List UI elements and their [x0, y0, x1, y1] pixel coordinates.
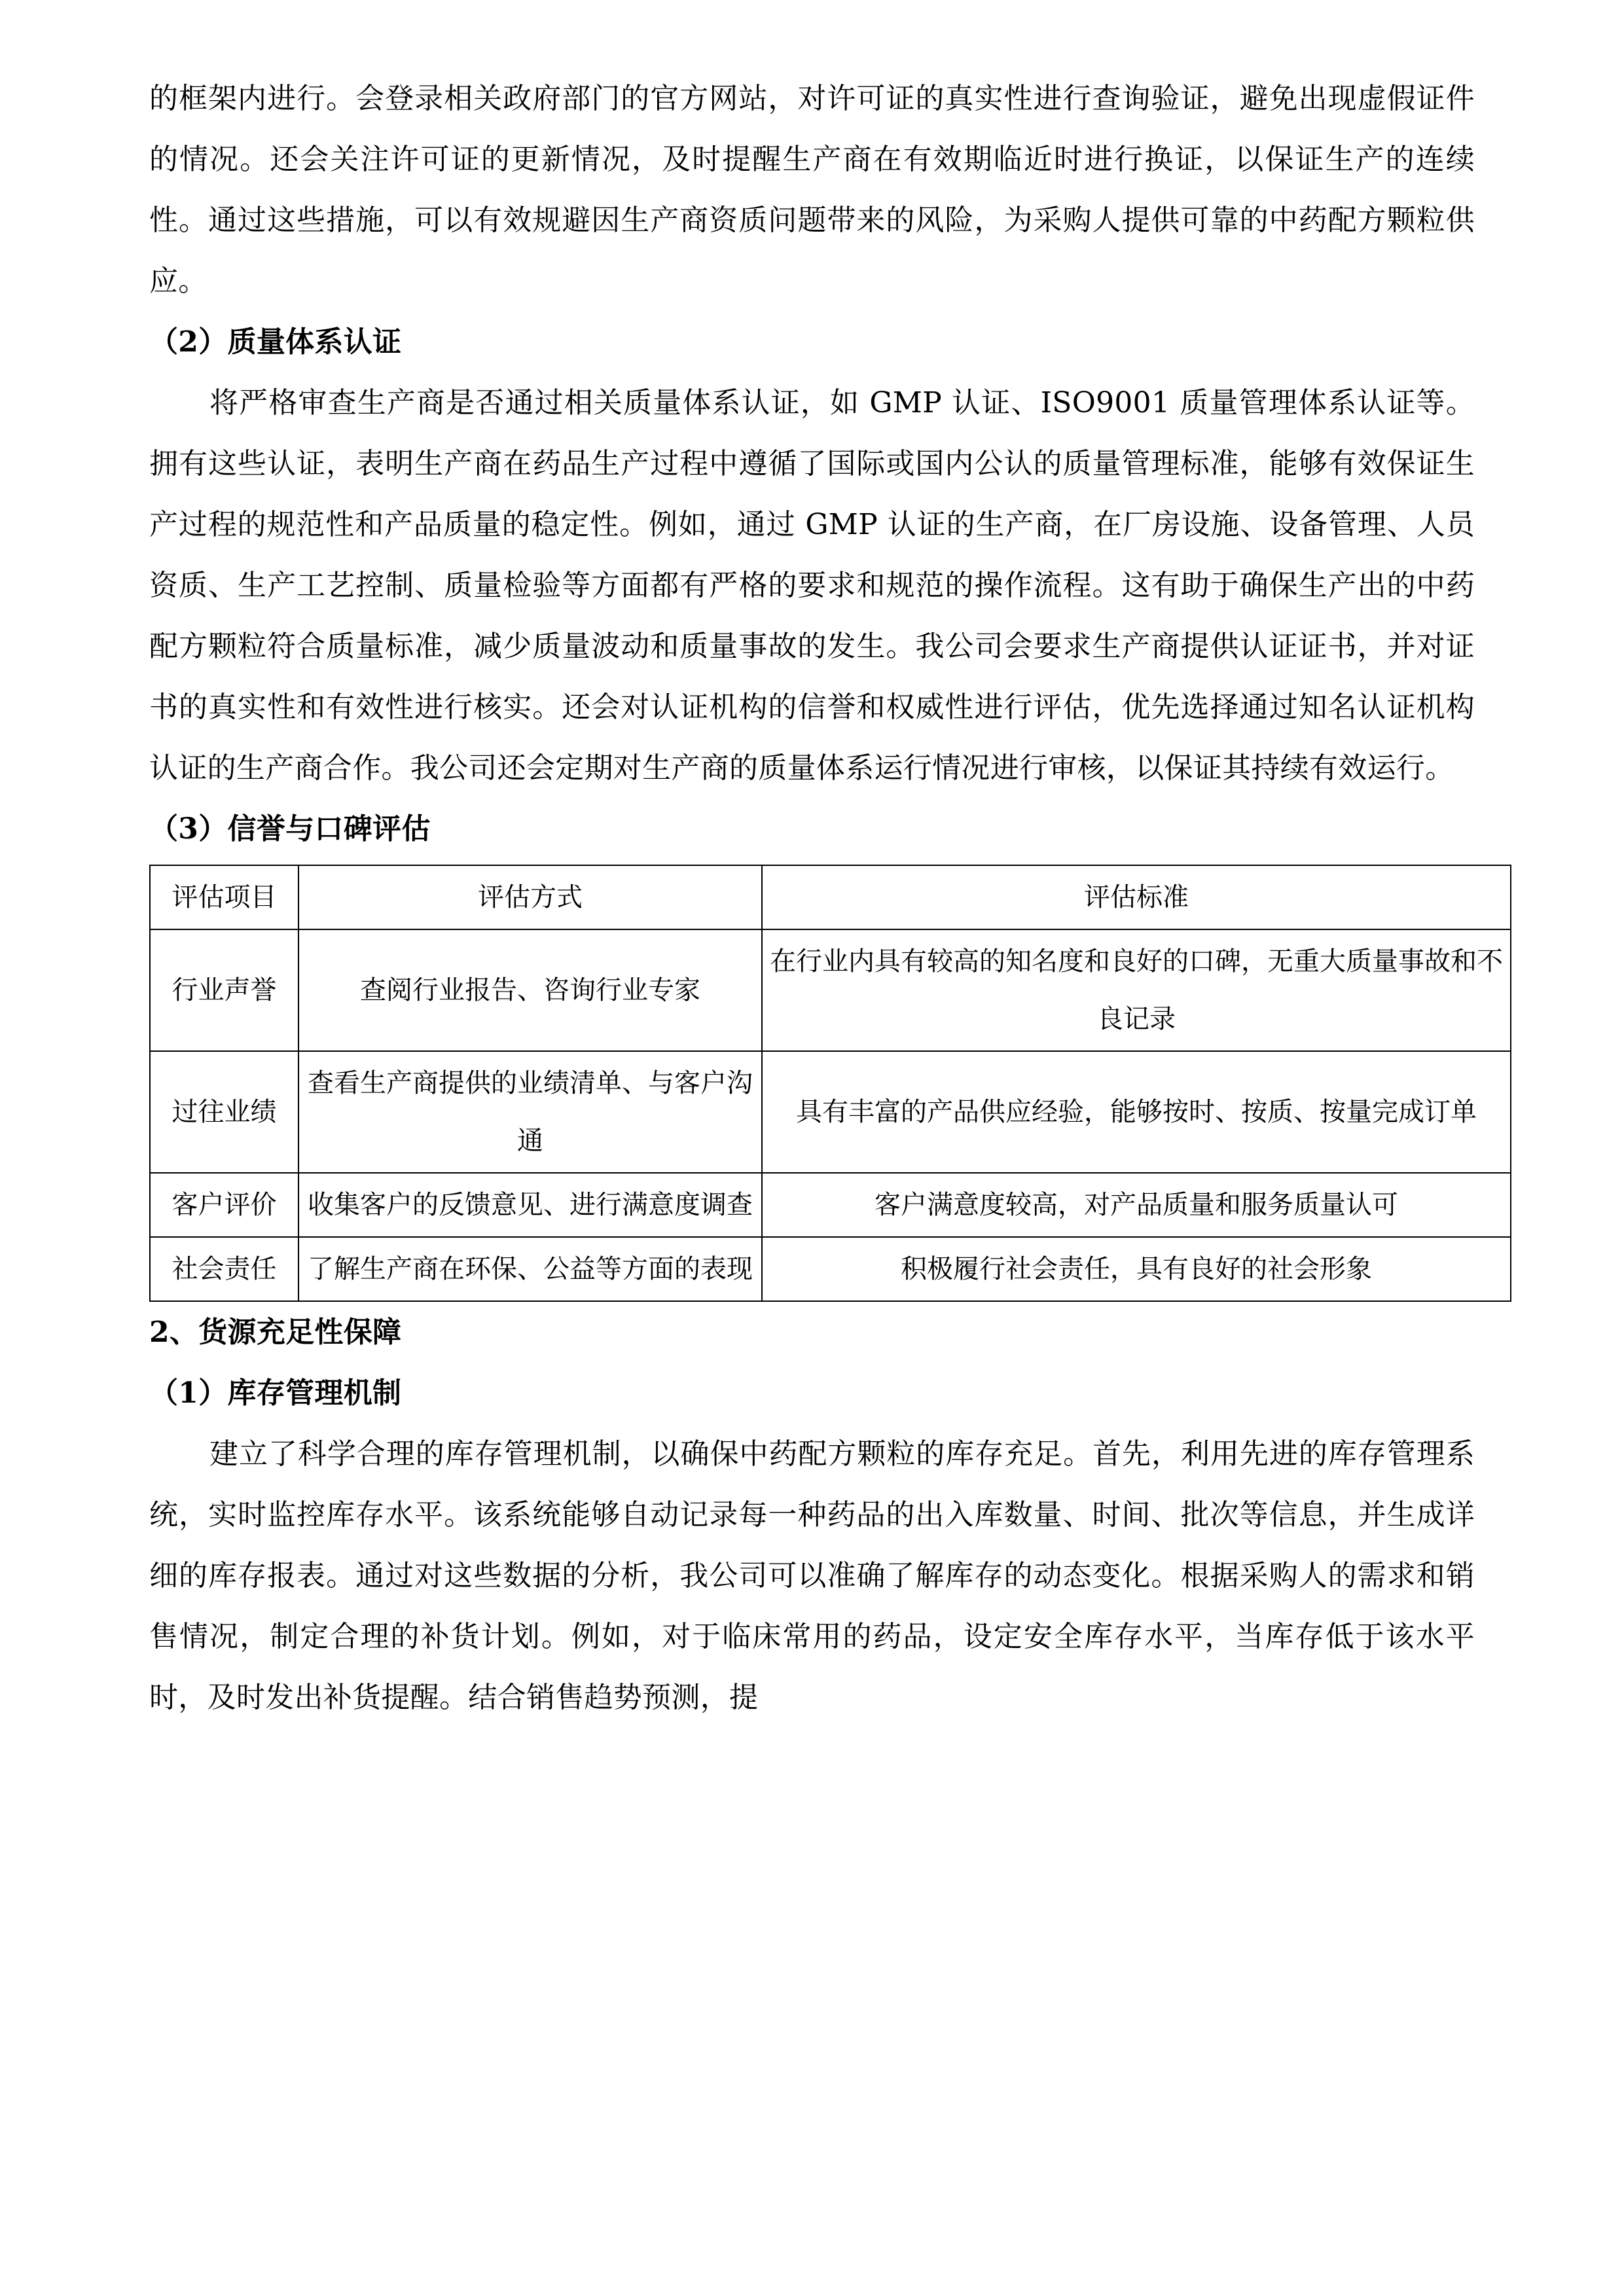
cell-method: 了解生产商在环保、公益等方面的表现	[298, 1237, 762, 1301]
column-header-item: 评估项目	[150, 865, 298, 929]
paragraph-inventory-management: 建立了科学合理的库存管理机制，以确保中药配方颗粒的库存充足。首先，利用先进的库存管理系统，实时监控库存水平。该系统能够自动记录每一种药品的出入库数量、时间、批次等信息，并生成详细的库存报表。通过对这些数据的分析，我公司可以准确了解库存的动态变化。根据采购人的需求和销售情况，制定合理的补货计划。例如，对于临床常用的药品，设定安全库存水平，当库存低于该水平时，及时发出补货提醒。结合销售趋势预测，提	[149, 1437, 1475, 1714]
cell-item: 行业声誉	[150, 929, 298, 1051]
heading-supply-sufficiency: 2、货源充足性保障	[149, 1316, 402, 1349]
document-body	[149, 68, 1503, 1728]
cell-method: 查阅行业报告、咨询行业专家	[298, 929, 762, 1051]
cell-item: 社会责任	[150, 1237, 298, 1301]
column-header-criteria: 评估标准	[762, 865, 1511, 929]
paragraph-license-verification: 的框架内进行。会登录相关政府部门的官方网站，对许可证的真实性进行查询验证，避免出现虚假证件的情况。还会关注许可证的更新情况，及时提醒生产商在有效期临近时进行换证，以保证生产的连续性。通过这些措施，可以有效规避因生产商资质问题带来的风险，为采购人提供可靠的中药配方颗粒供应。	[149, 82, 1475, 298]
cell-method: 查看生产商提供的业绩清单、与客户沟通	[298, 1051, 762, 1173]
cell-criteria: 具有丰富的产品供应经验，能够按时、按质、按量完成订单	[762, 1051, 1511, 1173]
table-row	[150, 1237, 1511, 1301]
table-row	[150, 929, 1511, 1051]
paragraph-quality-system-certification: 将严格审查生产商是否通过相关质量体系认证，如 GMP 认证、ISO9001 质量管理体系认证等。拥有这些认证，表明生产商在药品生产过程中遵循了国际或国内公认的质量管理标准，能够有效保证生产过程的规范性和产品质量的稳定性。例如，通过 GMP 认证的生产商，在厂房设施、设备管理、人员资质、生产工艺控制、质量检验等方面都有严格的要求和规范的操作流程。这有助于确保生产出的中药配方颗粒符合质量标准，减少质量波动和质量事故的发生。我公司会要求生产商提供认证证书，并对证书的真实性和有效性进行核实。还会对认证机构的信誉和权威性进行评估，优先选择通过知名认证机构认证的生产商合作。我公司还会定期对生产商的质量体系运行情况进行审核，以保证其持续有效运行。	[149, 386, 1475, 785]
cell-criteria: 在行业内具有较高的知名度和良好的口碑，无重大质量事故和不良记录	[762, 929, 1511, 1051]
cell-item: 过往业绩	[150, 1051, 298, 1173]
reputation-evaluation-table	[149, 865, 1511, 1302]
table-row	[150, 1051, 1511, 1173]
cell-item: 客户评价	[150, 1173, 298, 1237]
heading-quality-system-certification: （2）质量体系认证	[149, 325, 402, 359]
heading-reputation-evaluation: （3）信誉与口碑评估	[149, 812, 431, 846]
table-header-row	[150, 865, 1511, 929]
cell-criteria: 积极履行社会责任，具有良好的社会形象	[762, 1237, 1511, 1301]
cell-criteria: 客户满意度较高，对产品质量和服务质量认可	[762, 1173, 1511, 1237]
table-row	[150, 1173, 1511, 1237]
heading-inventory-management: （1）库存管理机制	[149, 1376, 402, 1410]
cell-method: 收集客户的反馈意见、进行满意度调查	[298, 1173, 762, 1237]
column-header-method: 评估方式	[298, 865, 762, 929]
